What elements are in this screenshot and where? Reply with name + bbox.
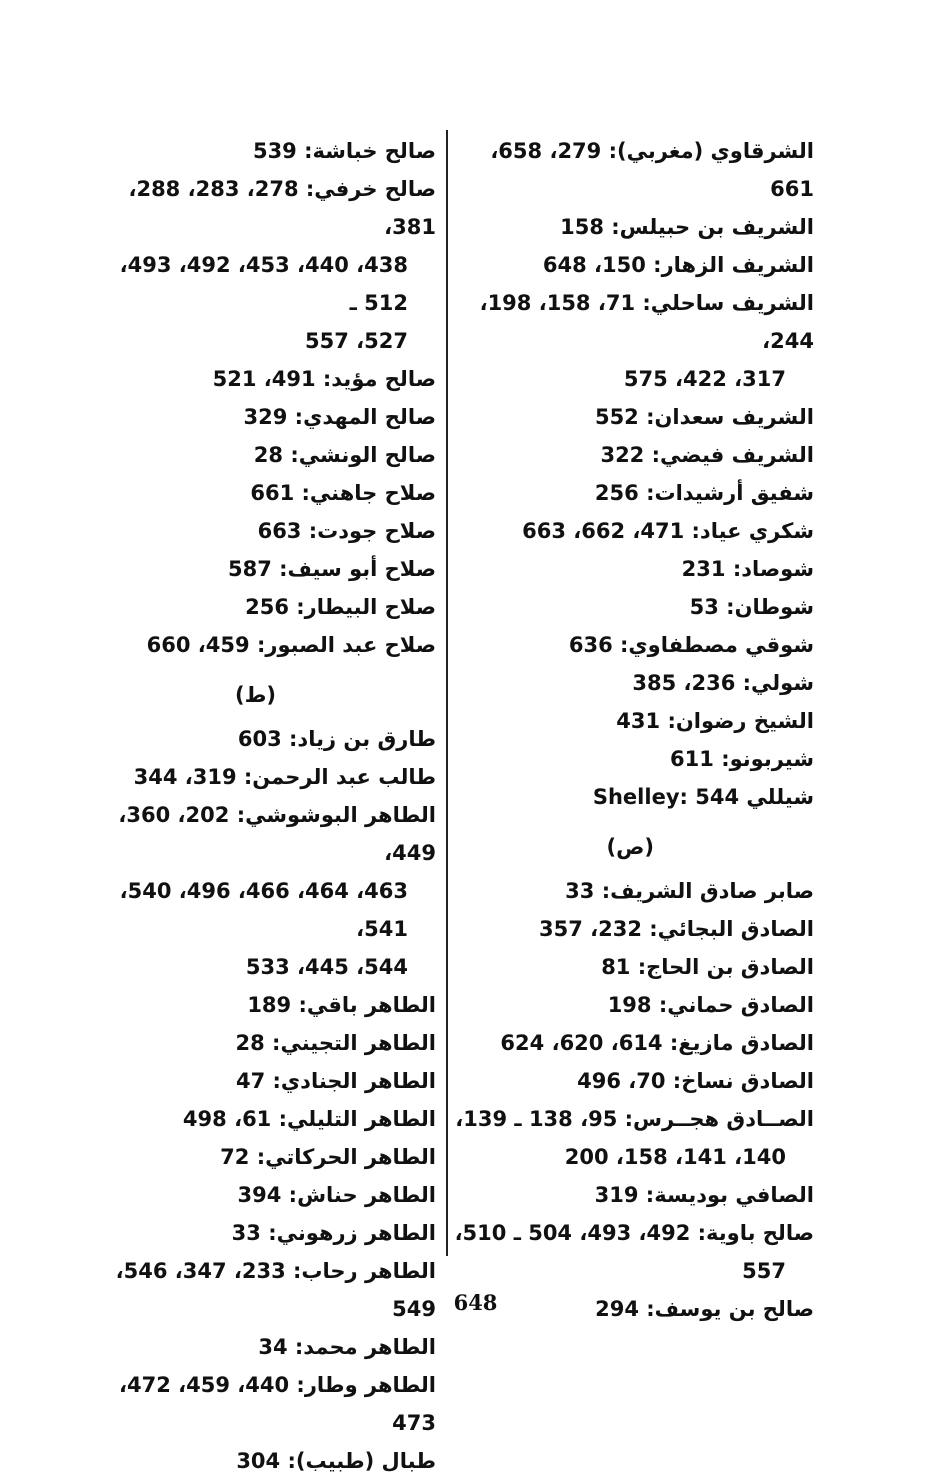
index-column-right <box>452 132 814 1328</box>
index-entry-continuation: 544، 445، 533 <box>245 955 408 979</box>
index-entry: الشريف بن حبيلس: 158 <box>560 215 814 239</box>
index-entry: الطاهر الحركاتي: 72 <box>220 1145 436 1169</box>
index-entry: صلاح جودت: 663 <box>257 519 436 543</box>
index-entry: الصادق مازيغ: 614، 620، 624 <box>500 1031 814 1055</box>
index-entry: الطاهر رحاب: 233، 347، 546، 549 <box>115 1259 436 1321</box>
index-entry: الطاهر محمد: 34 <box>258 1335 436 1359</box>
index-entry: شوصاد: 231 <box>681 557 814 581</box>
index-entry: الشريف سعدان: 552 <box>594 405 814 429</box>
index-entry: صلاح عبد الصبور: 459، 660 <box>146 633 436 657</box>
index-entry: صلاح أبو سيف: 587 <box>227 557 436 581</box>
index-entry: صالح الونشي: 28 <box>253 443 436 467</box>
section-heading: (ط) <box>234 683 276 707</box>
index-entry: طالب عبد الرحمن: 319، 344 <box>133 765 436 789</box>
index-entry: صالح مؤيد: 491، 521 <box>212 367 436 391</box>
index-entry-continuation: 317، 422، 575 <box>623 367 786 391</box>
index-entry: الصادق نساخ: 70، 496 <box>577 1069 814 1093</box>
index-entry-continuation: 140، 141، 158، 200 <box>564 1145 786 1169</box>
page-number: 648 <box>453 1290 498 1315</box>
index-entry: طبال (طبيب): 304 <box>236 1449 436 1473</box>
index-entry: الطاهر زرهوني: 33 <box>231 1221 436 1245</box>
index-entry: صالح بن يوسف: 294 <box>595 1297 814 1321</box>
index-entry: شفيق أرشيدات: 256 <box>594 481 814 505</box>
index-entry: الصافي بوديسة: 319 <box>594 1183 814 1207</box>
index-entry: شولي: 236، 385 <box>632 671 814 695</box>
index-entry: الطاهر التجيني: 28 <box>235 1031 436 1055</box>
index-entry: الطاهر حناش: 394 <box>237 1183 436 1207</box>
index-entry: صلاح جاهني: 661 <box>250 481 436 505</box>
index-entry-continuation: 527، 557 <box>305 329 408 353</box>
index-entry: طارق بن زياد: 603 <box>237 727 436 751</box>
index-entry-continuation: 438، 440، 453، 492، 493، 512 ـ <box>119 253 408 315</box>
index-entry: الصادق بن الحاج: 81 <box>601 955 814 979</box>
index-entry: شكري عياد: 471، 662، 663 <box>522 519 814 543</box>
index-entry: الصــادق هجــرس: 95، 138 ـ 139، <box>455 1107 814 1131</box>
index-entry: شيللي Shelley: 544 <box>592 785 814 809</box>
index-entry: صالح باوية: 492، 493، 504 ـ 510، <box>454 1221 814 1245</box>
index-entry: صلاح البيطار: 256 <box>245 595 436 619</box>
index-entry: الشريف فيضي: 322 <box>600 443 814 467</box>
index-entry: صابر صادق الشريف: 33 <box>565 879 814 903</box>
index-entry: الصادق البجائي: 232، 357 <box>538 917 814 941</box>
index-entry: الشيخ رضوان: 431 <box>616 709 814 733</box>
index-entry: الطاهر باقي: 189 <box>247 993 436 1017</box>
index-entry: شوطان: 53 <box>689 595 814 619</box>
section-heading: (ص) <box>606 835 654 859</box>
index-entry: الشريف ساحلي: 71، 158، 198، 244، <box>479 291 814 353</box>
index-entry: الطاهر البوشوشي: 202، 360، 449، <box>118 803 436 865</box>
index-entry: صالح خباشة: 539 <box>252 139 436 163</box>
column-divider <box>446 130 448 1256</box>
index-column-left <box>70 132 436 1480</box>
index-entry: الصادق حماني: 198 <box>607 993 814 1017</box>
index-entry-continuation: 557 <box>742 1259 786 1283</box>
index-entry: الشريف الزهار: 150، 648 <box>542 253 814 277</box>
index-entry: شيربونو: 611 <box>670 747 814 771</box>
index-entry: صالح المهدي: 329 <box>243 405 436 429</box>
index-entry: الطاهر الجنادي: 47 <box>235 1069 436 1093</box>
index-entry: الطاهر وطار: 440، 459، 472، 473 <box>119 1373 436 1435</box>
index-entry: شوقي مصطفاوي: 636 <box>568 633 814 657</box>
index-entry-continuation: 463، 464، 466، 496، 540، 541، <box>119 879 408 941</box>
index-entry: الطاهر التليلي: 61، 498 <box>182 1107 436 1131</box>
index-entry: الشرقاوي (مغربي): 279، 658، 661 <box>490 139 814 201</box>
index-entry: صالح خرفي: 278، 283، 288، 381، <box>128 177 436 239</box>
